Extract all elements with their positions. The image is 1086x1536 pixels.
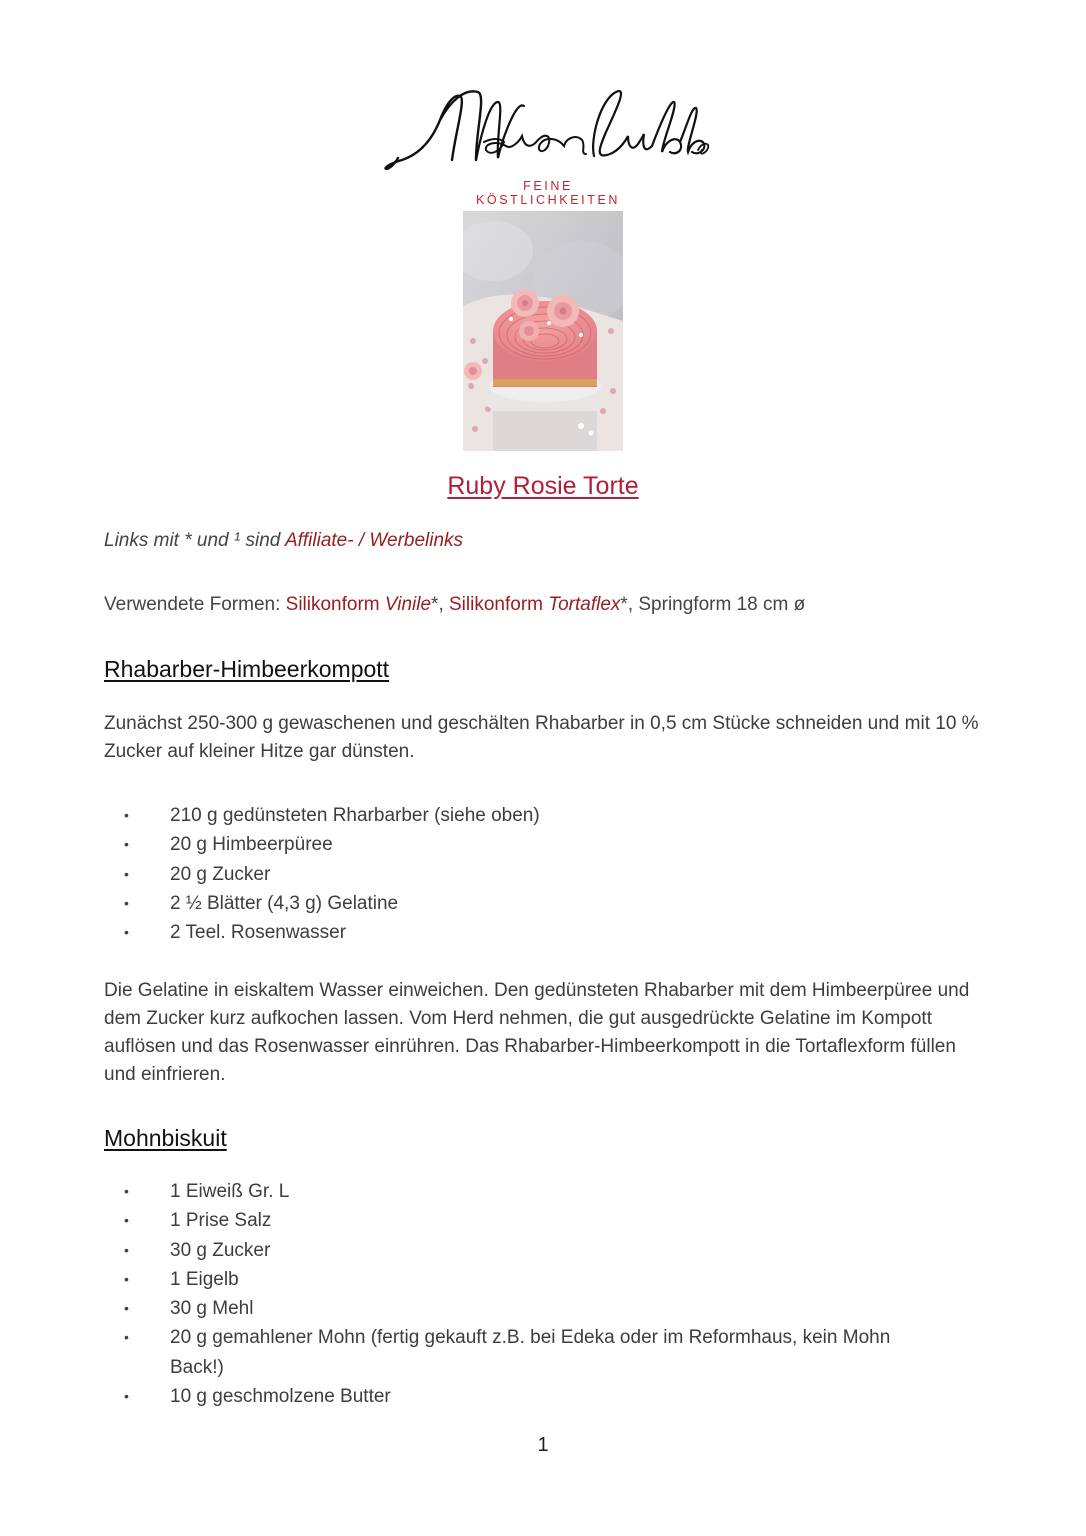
recipe-title[interactable]: Ruby Rosie Torte [447, 472, 639, 500]
forms-used [104, 594, 805, 616]
list-item [104, 889, 964, 918]
list-item-text: 1 Prise Salz [170, 1210, 272, 1232]
list-item-text: 2 ½ Blätter (4,3 g) Gelatine [170, 892, 399, 914]
list-item [104, 801, 964, 830]
list-item-text: 210 g gedünsteten Rharbarber (siehe oben) [170, 805, 540, 826]
bullet-icon: • [124, 1183, 129, 1199]
bullet-icon: • [124, 865, 129, 882]
list-item [104, 1323, 964, 1382]
list-item [104, 1382, 964, 1411]
list-item [104, 1236, 964, 1265]
bullet-icon: • [124, 1388, 129, 1405]
bullet-icon: • [124, 1300, 129, 1317]
bullet-icon: • [124, 1329, 129, 1346]
forms-sep1: *, [431, 594, 449, 615]
section-heading-kompott: Rhabarber-Himbeerkompott [104, 656, 390, 682]
section-intro-kompott: Zunächst 250-300 g gewaschenen und geschälten Rhabarber in 0,5 cm Stücke schneiden und mit 10 % Zucker auf kleiner Hitze gar dünsten. [104, 713, 979, 762]
list-item [104, 1177, 964, 1206]
list-item-text: 2 Teel. Rosenwasser [170, 922, 347, 944]
bullet-icon: • [124, 1270, 129, 1287]
forms-suffix: *, Springform 18 cm ø [620, 594, 806, 615]
ingredient-list-mohnbiskuit [104, 1177, 964, 1411]
list-item-text: 20 g Zucker [170, 863, 271, 885]
bullet-icon: • [124, 924, 129, 941]
cake-photo [463, 211, 623, 451]
list-item-text: 30 g Zucker [170, 1239, 271, 1261]
list-item [104, 918, 964, 947]
bullet-icon: • [124, 894, 129, 911]
affiliate-link[interactable]: Affiliate- / Werbelinks [284, 530, 464, 551]
form1-plain: Silikonform [285, 594, 385, 615]
logo-script-signature [380, 80, 710, 180]
list-item-text: 20 g gemahlener Mohn (fertig gekauft z.B. bei Edeka oder im Reformhaus, kein Mohn Back!) [170, 1327, 891, 1378]
logo-tagline: FEINE KÖSTLICHKEITEN [475, 179, 621, 207]
list-item-text: 10 g geschmolzene Butter [170, 1386, 391, 1408]
list-item-text: 1 Eiweiß Gr. L [170, 1181, 290, 1202]
list-item-text: 30 g Mehl [170, 1298, 254, 1320]
affiliate-note [104, 530, 463, 552]
form-link-vinile[interactable] [286, 594, 431, 615]
form-link-tortaflex[interactable] [449, 594, 620, 615]
bullet-icon: • [124, 807, 129, 823]
form2-plain: Silikonform [449, 594, 549, 615]
list-item-text: 20 g Himbeerpüree [170, 834, 333, 856]
list-item-text: 1 Eigelb [170, 1268, 239, 1290]
list-item [104, 830, 964, 859]
list-item [104, 1265, 964, 1294]
affiliate-note-prefix: Links mit * und ¹ sind [104, 530, 285, 551]
form1-italic: Vinile [384, 594, 432, 615]
cake-photo-illustration [463, 211, 623, 451]
list-item [104, 1294, 964, 1323]
bullet-icon: • [124, 1241, 129, 1258]
list-item [104, 1206, 964, 1235]
page-number: 1 [537, 1434, 549, 1456]
forms-prefix: Verwendete Formen: [104, 594, 286, 615]
bullet-icon: • [124, 836, 129, 853]
form2-italic: Tortaflex [548, 594, 621, 615]
ingredient-list-kompott [104, 801, 964, 947]
section-instructions-kompott: Die Gelatine in eiskaltem Wasser einweichen. Den gedünsteten Rhabarber mit dem Himbeerpüree und dem Zucker kurz aufkochen lassen. Vom Herd nehmen, die gut ausgedrückte Gelatine im Kompott auflösen und das Rosenwasser einrühren. Das Rhabarber-Himbeerkompott in die Tortaflexform füllen und einfrieren. [104, 980, 970, 1085]
section-heading-mohnbiskuit: Mohnbiskuit [104, 1125, 227, 1151]
brand-logo [380, 80, 710, 207]
bullet-icon: • [124, 1212, 129, 1229]
list-item [104, 860, 964, 889]
